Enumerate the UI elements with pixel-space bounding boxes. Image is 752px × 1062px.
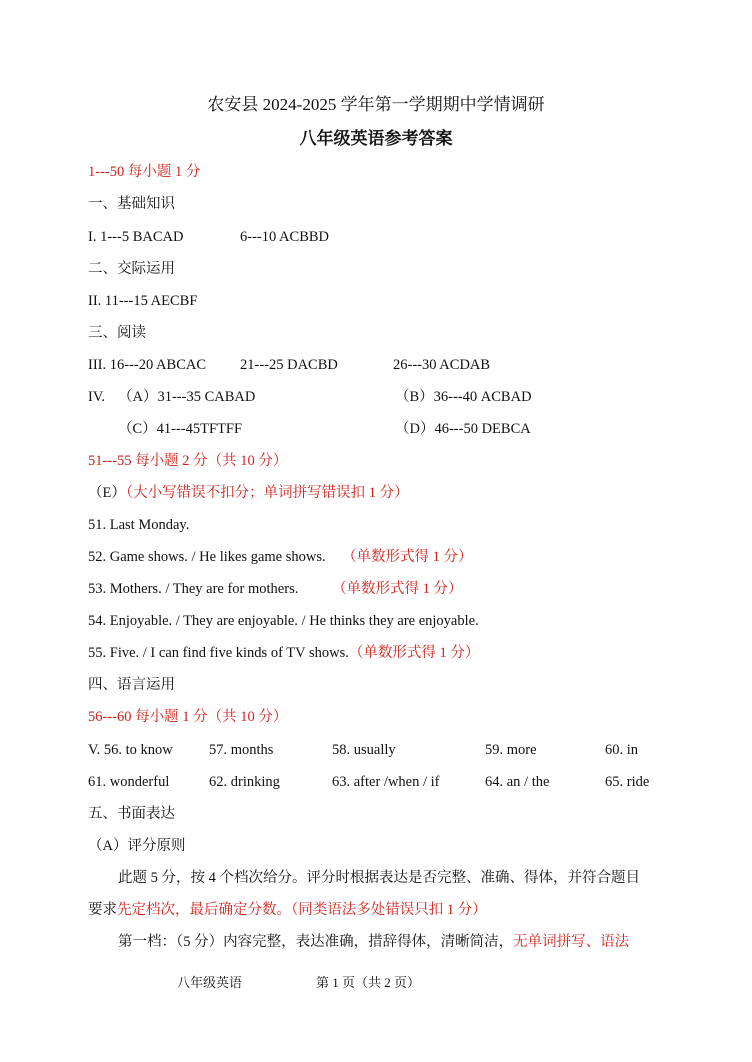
scoring-principles-heading: （A）评分原则 <box>88 838 186 854</box>
answer-11-15: II. 11---15 AECBF <box>88 293 198 309</box>
answer-52: 52. Game shows. / He likes game shows. <box>88 549 326 565</box>
scoring-note-51-55: 51---55 每小题 2 分（共 10 分） <box>88 453 288 469</box>
section-4-heading: 四、语言运用 <box>88 677 175 693</box>
scoring-paragraph-1-lead: 要求 <box>88 902 117 918</box>
answer-55-note: （单数形式得 1 分） <box>348 645 480 661</box>
answer-51: 51. Last Monday. <box>88 517 190 533</box>
answer-59: 59. more <box>485 742 537 758</box>
answer-63: 63. after /when / if <box>332 774 440 790</box>
grade-level-1-text: 第一档：（5 分）内容完整，表达准确，措辞得体，清晰简洁， <box>118 934 514 950</box>
answer-31-35: （A）31---35 CABAD <box>118 389 256 405</box>
answer-6-10: 6---10 ACBBD <box>240 229 330 245</box>
answer-21-25: 21---25 DACBD <box>240 357 338 373</box>
answer-46-50: （D）46---50 DEBCA <box>395 421 531 437</box>
answer-1-5: I. 1---5 BACAD <box>88 229 184 245</box>
footer-page-number: 第 1 页（共 2 页） <box>316 975 421 990</box>
answer-41-45: （C）41---45TFTFF <box>118 421 243 437</box>
answer-53: 53. Mothers. / They are for mothers. <box>88 581 299 597</box>
answer-16-20: III. 16---20 ABCAC <box>88 357 207 373</box>
part-e-note: （大小写错误不扣分；单词拼写错误扣 1 分） <box>125 485 409 501</box>
part-iv-label: IV. <box>88 389 106 405</box>
answer-58: 58. usually <box>332 742 396 758</box>
page-subtitle: 八年级英语参考答案 <box>299 129 453 148</box>
answer-62: 62. drinking <box>209 774 280 790</box>
answer-60: 60. in <box>605 742 639 758</box>
part-e-label: （E） <box>88 485 126 501</box>
part-e-heading <box>88 484 409 502</box>
answer-64: 64. an / the <box>485 774 550 790</box>
scoring-paragraph-1-cont <box>88 901 487 919</box>
answer-65: 65. ride <box>605 774 650 790</box>
grade-level-1-highlight: 无单词拼写、语法 <box>513 934 630 950</box>
answer-52-note: （单数形式得 1 分） <box>342 549 473 565</box>
answer-57: 57. months <box>209 742 274 758</box>
scoring-paragraph-1: 此题 5 分，按 4 个档次给分。评分时根据表达是否完整、准确、得体，并符合题目 <box>118 870 640 886</box>
answer-26-30: 26---30 ACDAB <box>393 357 491 373</box>
footer-subject: 八年级英语 <box>177 975 243 990</box>
answer-53-note: （单数形式得 1 分） <box>332 581 463 597</box>
scoring-note-1-50: 1---50 每小题 1 分 <box>88 164 201 180</box>
answer-55 <box>88 644 479 662</box>
section-5-heading: 五、书面表达 <box>88 806 175 822</box>
answer-61: 61. wonderful <box>88 774 170 790</box>
answer-54: 54. Enjoyable. / They are enjoyable. / He thinks they are enjoyable. <box>88 613 479 629</box>
grade-level-1 <box>118 933 629 951</box>
answer-56: V. 56. to know <box>88 742 173 758</box>
page-title: 农安县 2024-2025 学年第一学期期中学情调研 <box>207 95 545 114</box>
section-1-heading: 一、基础知识 <box>88 196 175 212</box>
scoring-note-56-60: 56---60 每小题 1 分（共 10 分） <box>88 709 288 725</box>
section-3-heading: 三、阅读 <box>88 325 146 341</box>
answer-55-text: 55. Five. / I can find five kinds of TV shows. <box>88 645 349 661</box>
section-2-heading: 二、交际运用 <box>88 261 175 277</box>
answer-36-40: （B）36---40 ACBAD <box>395 389 532 405</box>
scoring-paragraph-1-highlight: 先定档次，最后确定分数。（同类语法多处错误只扣 1 分） <box>117 902 487 918</box>
